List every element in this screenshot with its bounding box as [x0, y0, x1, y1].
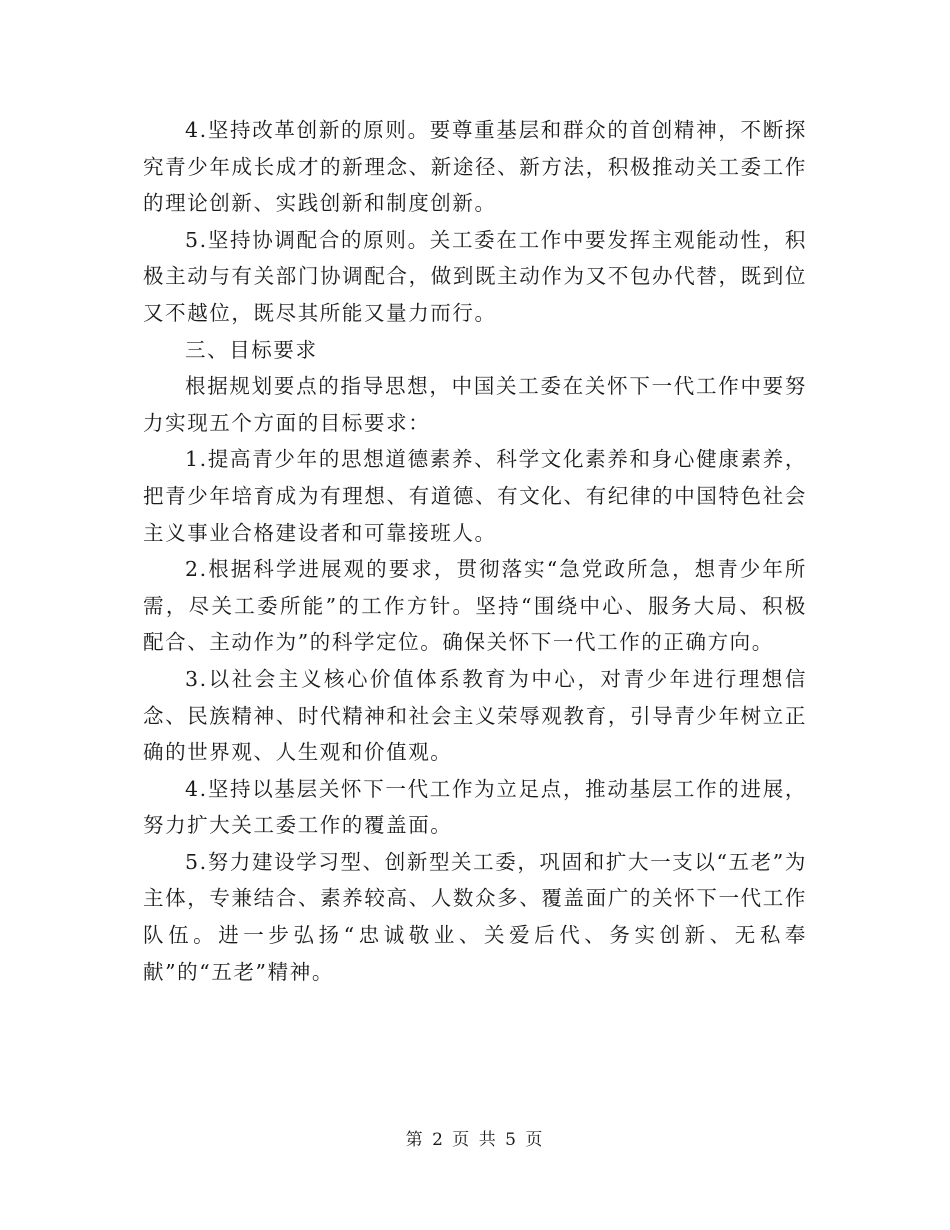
- paragraph-goal-4: 4.坚持以基层关怀下一代工作为立足点，推动基层工作的进展，努力扩大关工委工作的覆盖面。: [143, 776, 807, 838]
- paragraph-principle-5: 5.坚持协调配合的原则。关工委在工作中要发挥主观能动性，积极主动与有关部门协调配合，做到既主动作为又不包办代替，既到位又不越位，既尽其所能又量力而行。: [143, 227, 807, 325]
- paragraph-goal-2: 2.根据科学进展观的要求，贯彻落实“急党政所急，想青少年所需，尽关工委所能”的工作方针。坚持“围绕中心、服务大局、积极配合、主动作为”的科学定位。确保关怀下一代工作的正确方向。: [143, 557, 807, 655]
- document-body: [143, 112, 807, 990]
- page-number: 第 2 页 共 5 页: [405, 1130, 545, 1150]
- paragraph-goal-5: 5.努力建设学习型、创新型关工委，巩固和扩大一支以“五老”为主体，专兼结合、素养较高、人数众多、覆盖面广的关怀下一代工作队伍。进一步弘扬“忠诚敬业、关爱后代、务实创新、无私奉献”的“五老”精神。: [143, 849, 807, 984]
- paragraph-principle-4: 4.坚持改革创新的原则。要尊重基层和群众的首创精神，不断探究青少年成长成才的新理念、新途径、新方法，积极推动关工委工作的理论创新、实践创新和制度创新。: [143, 118, 807, 216]
- paragraph-goal-3: 3.以社会主义核心价值体系教育为中心，对青少年进行理想信念、民族精神、时代精神和社会主义荣辱观教育，引导青少年树立正确的世界观、人生观和价值观。: [143, 666, 807, 765]
- section-heading: 三、目标要求: [185, 337, 318, 362]
- paragraph-intro: 根据规划要点的指导思想，中国关工委在关怀下一代工作中要努力实现五个方面的目标要求：: [143, 374, 807, 435]
- paragraph-goal-1: 1.提高青少年的思想道德素养、科学文化素养和身心健康素养，把青少年培育成为有理想、有道德、有文化、有纪律的中国特色社会主义事业合格建设者和可靠接班人。: [143, 447, 807, 545]
